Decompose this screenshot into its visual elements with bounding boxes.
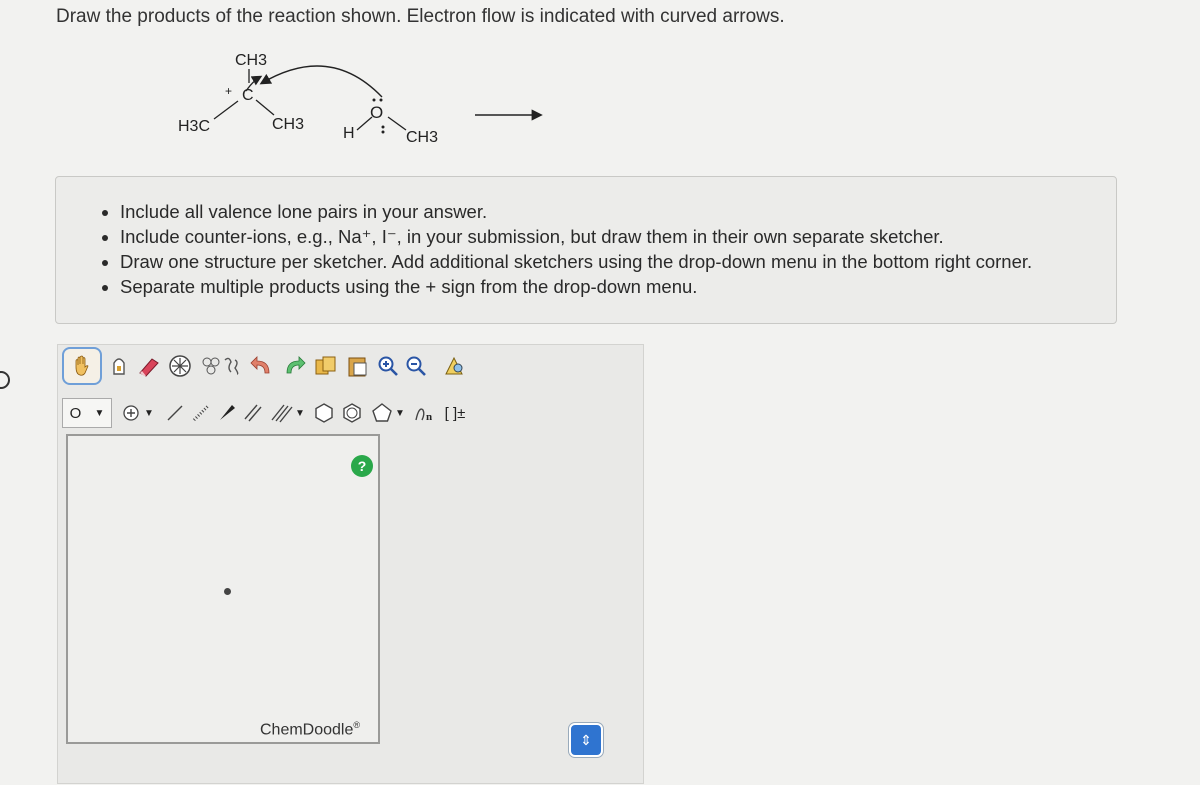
cation-charge: +: [225, 84, 233, 98]
single-bond-icon[interactable]: [164, 398, 186, 428]
help-icon[interactable]: [351, 455, 373, 477]
redo-icon[interactable]: [280, 351, 308, 381]
instructions-list: [56, 199, 1116, 299]
double-bond-icon[interactable]: [242, 398, 264, 428]
add-sketcher-dropdown[interactable]: [569, 723, 603, 757]
cyclohexane-icon[interactable]: [312, 398, 336, 428]
question-text: Draw the products of the reaction shown. Electron flow is indicated with curved arrows.: [56, 6, 785, 27]
instructions-box: [55, 176, 1117, 324]
benzene-icon[interactable]: [340, 398, 364, 428]
cyclopentane-selector[interactable]: [368, 398, 408, 428]
chevron-down-icon: ▼: [295, 407, 305, 419]
reaction-scheme: [150, 45, 570, 155]
toolbar-bottom: [62, 395, 472, 431]
canvas-cursor-dot: [224, 588, 231, 595]
eraser-tool-icon[interactable]: [136, 351, 162, 381]
charge-selector[interactable]: [116, 398, 160, 428]
hydrogen-label: H: [343, 125, 355, 142]
settings-icon[interactable]: [440, 351, 470, 381]
paste-icon[interactable]: [344, 351, 372, 381]
charge-plus-icon: [122, 404, 140, 422]
drawing-canvas[interactable]: [66, 434, 380, 744]
chemdoodle-watermark: [260, 720, 360, 739]
up-down-chevron-icon: ⇕: [580, 731, 592, 748]
help-label: ?: [357, 458, 367, 474]
carbocation-carbon: C: [242, 87, 254, 104]
copy-icon[interactable]: [312, 351, 340, 381]
oxygen-label: O: [370, 103, 384, 122]
triple-bond-selector[interactable]: [268, 398, 308, 428]
chemdoodle-label: ChemDoodle: [260, 721, 354, 739]
chevron-down-icon: ▼: [144, 407, 154, 419]
svg-text:n: n: [426, 411, 433, 423]
atom-selector-label: O: [69, 404, 82, 422]
toolbar-top: [62, 348, 474, 384]
hand-tool-icon[interactable]: [62, 347, 102, 385]
instruction-item: • Separate multiple products using the + sign from the drop-down menu.: [120, 274, 1116, 299]
sketcher-panel: [57, 344, 644, 784]
chevron-down-icon: ▼: [395, 407, 405, 419]
clean-structure-icon[interactable]: [198, 351, 244, 381]
undo-icon[interactable]: [248, 351, 276, 381]
methyl-right-label: CH3: [272, 116, 305, 133]
lasso-tool-icon[interactable]: [106, 351, 132, 381]
bracket-label: [ ]±: [444, 404, 466, 422]
registered-mark: ®: [353, 720, 361, 730]
methyl-oxygen-label: CH3: [406, 129, 439, 146]
atom-selector[interactable]: [62, 398, 112, 428]
zoom-out-icon[interactable]: [404, 351, 428, 381]
zoom-in-icon[interactable]: [376, 351, 400, 381]
ring-template-icon[interactable]: [166, 351, 194, 381]
hashed-bond-icon[interactable]: [190, 398, 212, 428]
methyl-left-label: H3C: [178, 118, 211, 135]
bracket-tool[interactable]: [442, 398, 468, 428]
chain-tool-icon[interactable]: [412, 398, 438, 428]
methyl-top-label: CH3: [235, 52, 268, 69]
instruction-item: • Include all valence lone pairs in your answer.: [120, 199, 1116, 224]
page-edge-indicator: [0, 371, 10, 389]
instruction-item: • Include counter-ions, e.g., Na⁺, I⁻, in your submission, but draw them in their own separate sketcher.: [120, 224, 1116, 249]
instruction-item: • Draw one structure per sketcher. Add additional sketchers using the drop-down menu in the bottom right corner.: [120, 249, 1116, 274]
wedge-bond-icon[interactable]: [216, 398, 238, 428]
chevron-down-icon: ▼: [94, 407, 105, 419]
